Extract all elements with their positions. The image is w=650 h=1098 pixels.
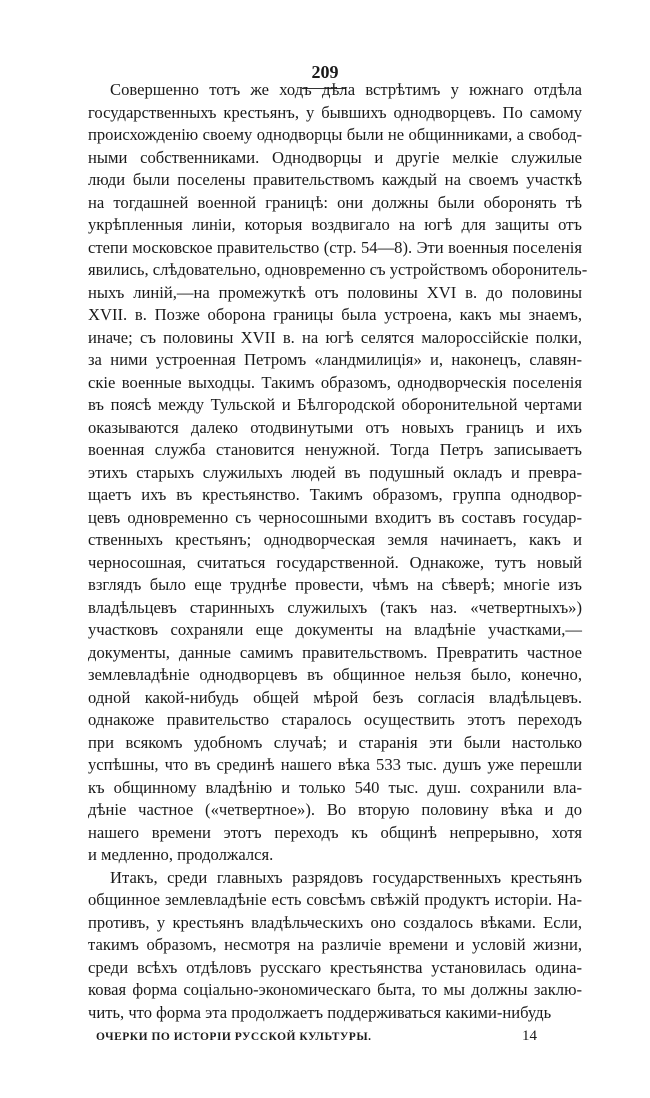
text-line: цевъ одновременно съ черносошными входитъ въ составъ государ- (88, 507, 582, 527)
text-line: при всякомъ удобномъ случаѣ; и старанія эти были настолько (88, 732, 582, 752)
page-number: 209 (311, 62, 339, 82)
text-line: и медленно, продолжался. (88, 845, 274, 864)
text-line: противъ, у крестьянъ владѣльческихъ оно создалось вѣками. Если, (88, 912, 582, 932)
text-line: Итакъ, среди главныхъ разрядовъ государственныхъ крестьянъ (110, 867, 582, 887)
text-line: XVII. в. Позже оборона границы была устроена, какъ мы знаемъ, (88, 305, 582, 324)
text-line: взглядъ было еще труднѣе провести, чѣмъ на сѣверѣ; многіе изъ (88, 575, 582, 594)
running-footer-title: ОЧЕРКИ ПО ИСТОРІИ РУССКОЙ КУЛЬТУРЫ. (96, 1031, 372, 1043)
text-line: участковъ сохраняли еще документы на владѣніе участками,— (88, 620, 582, 639)
signature-mark: 14 (522, 1028, 537, 1044)
text-line: этихъ старыхъ служилыхъ людей въ подушный окладъ и превра- (88, 462, 582, 482)
text-line: одной какой-нибудь общей мѣрой безъ согласія владѣльцевъ. (88, 687, 582, 707)
text-line: среди всѣхъ отдѣловъ русскаго крестьянства установилась одина- (88, 957, 582, 977)
text-line: степи московское правительство (стр. 54—8). Эти военныя поселенія (88, 237, 582, 257)
text-line: скіе военные выходцы. Такимъ образомъ, однодворческія поселенія (88, 372, 582, 392)
text-line: ныхъ линій,—на промежуткѣ отъ половины XVI в. до половины (88, 282, 582, 302)
text-line: за ними устроенная Петромъ «ландмилиція» и, наконецъ, славян- (88, 350, 582, 369)
text-line: Совершенно тотъ же ходъ дѣла встрѣтимъ у южнаго отдѣла (110, 80, 582, 99)
text-line: оказываются далеко отодвинутыми отъ новыхъ границъ и ихъ (88, 417, 582, 437)
text-line: нашего времени этотъ переходъ къ общинѣ непрерывно, хотя (88, 822, 582, 842)
text-line: ственныхъ крестьянъ; однодворческая земля начинаетъ, какъ и (88, 530, 582, 549)
text-line: дѣніе частное («четвертное»). Во вторую половину вѣка и до (88, 800, 582, 819)
text-line: документы, данные самимъ правительствомъ. Превратить частное (88, 642, 582, 662)
text-line: землевладѣніе однодворцевъ въ общинное нельзя было, конечно, (88, 665, 582, 684)
text-line: щаетъ ихъ въ крестьянство. Такимъ образомъ, группа однодвор- (88, 485, 582, 504)
text-line: на тогдашней военной границѣ: они должны были оборонять тѣ (88, 192, 582, 212)
text-line: укрѣпленныя линіи, которыя воздвигало на югѣ для защиты отъ (88, 215, 582, 234)
text-line: владѣльцевъ старинныхъ служилыхъ (такъ наз. «четвертныхъ») (88, 597, 582, 617)
text-line: общинное землевладѣніе есть совсѣмъ свѣжій продуктъ исторіи. На- (88, 890, 582, 909)
body-text (88, 79, 588, 1024)
text-line: военная служба становится ненужной. Тогда Петръ записываетъ (88, 440, 582, 459)
text-line: къ общинному владѣнію и только 540 тыс. душ. сохранили вла- (88, 777, 582, 797)
text-line: чить, что форма эта продолжаетъ поддерживаться какими-нибудь (88, 1002, 552, 1022)
text-line: происхожденію своему однодворцы были не общинниками, а свобод- (88, 125, 582, 144)
text-line: въ поясѣ между Тульской и Бѣлгородской оборонительной чертами (88, 395, 582, 414)
text-line: ными собственниками. Однодворцы и другіе мелкіе служилые (88, 147, 582, 167)
text-line: люди были поселены правительствомъ каждый на своемъ участкѣ (88, 170, 582, 189)
text-line: успѣшны, что въ срединѣ нашего вѣка 533 тыс. душъ уже перешли (88, 755, 582, 774)
text-line: явились, слѣдовательно, одновременно съ устройствомъ оборонитель- (88, 260, 588, 279)
text-line: черносошная, считаться государственной. Однакоже, тутъ новый (88, 552, 582, 572)
text-line: иначе; съ половины XVII в. на югѣ селятся малороссійскіе полки, (88, 327, 582, 347)
text-line: такимъ образомъ, несмотря на различіе времени и условій жизни, (88, 935, 582, 954)
text-line: однакоже правительство старалось осуществить этотъ переходъ (88, 710, 582, 729)
text-line: ковая форма соціально-экономическаго быта, то мы должны заклю- (88, 980, 582, 999)
text-line: государственныхъ крестьянъ, у бывшихъ однодворцевъ. По самому (88, 102, 582, 122)
